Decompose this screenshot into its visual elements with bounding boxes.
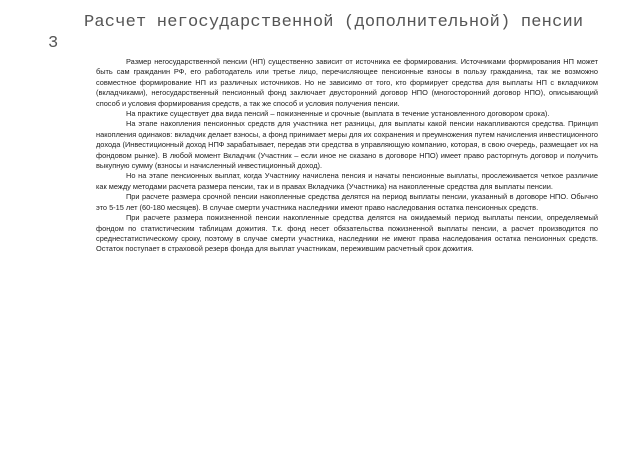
slide-number: 3 (48, 34, 59, 53)
body-text (96, 57, 598, 255)
paragraph-term-pension: При расчете размера срочной пенсии накопленные средства делятся на период выплаты пенсии, указанный в договоре НПО. Обычно это 5-15 лет (60-180 месяцев). В случае смерти участника наследники имеют право наследования остатка пенсионных средств. (96, 192, 598, 212)
paragraph-accumulation-stage: На этапе накопления пенсионных средств для участника нет разницы, для выплаты какой пенсии накапливаются средства. Принцип накопления одинаков: вкладчик делает взносы, а фонд принимает меры для их сохранения и преумножения путем начисления инвестиционного дохода (Инвестиционный доход НПФ зарабатывает, передав эти средства в управляющую компанию, которая, в свою очередь, размещает их на фондовом рынке). В любой момент Вкладчик (Участник – если иное не сказано в договоре НПО) имеет право расторгнуть договор и получить выкупную сумму (взносы и начисленный инвестиционный доход). (96, 119, 598, 171)
paragraph-lifetime-pension: При расчете размера пожизненной пенсии накопленные средства делятся на ожидаемый период выплаты пенсии, определяемый фондом по статистическим таблицам дожития. Т.к. фонд несет обязательства пожизненной выплаты пенсии, а расчет производится по среднестатистическому сроку, поэтому в случае смерти участника, наследники не имеют права наследования остатка пенсионных средств. Остаток поступает в страховой резерв фонда для выплат участникам, пережившим расчетный срок дожития. (96, 213, 598, 254)
paragraph-payout-stage: Но на этапе пенсионных выплат, когда Участнику начислена пенсия и начаты пенсионные выплаты, прослеживается четкое различие как между методами расчета размера пенсии, так и в правах Вкладчика (Участника) на накопленные средства для выплаты пенсии. (96, 171, 598, 191)
slide-title: Расчет негосударственной (дополнительной) пенсии (84, 13, 584, 32)
paragraph-sources: Размер негосударственной пенсии (НП) существенно зависит от источника ее формирования. Источниками формирования НП может быть сам гражданин РФ, его работодатель или третье лицо, перечисляющее пенсионные взносы в пользу гражданина, так же возможно совместное формирование НП из различных источников. Но не зависимо от того, кто формирует средства для выплаты НП с вкладчиком (вкладчиками), негосударственный пенсионный фонд заключает двусторонний договор НПО (многосторонний договор НПО), описывающий способ и условия формирования средств, а так же способ и условия получения пенсии. (96, 57, 598, 108)
paragraph-pension-types: На практике существует два вида пенсий – пожизненные и срочные (выплата в течение установленного договором срока). (126, 109, 550, 119)
